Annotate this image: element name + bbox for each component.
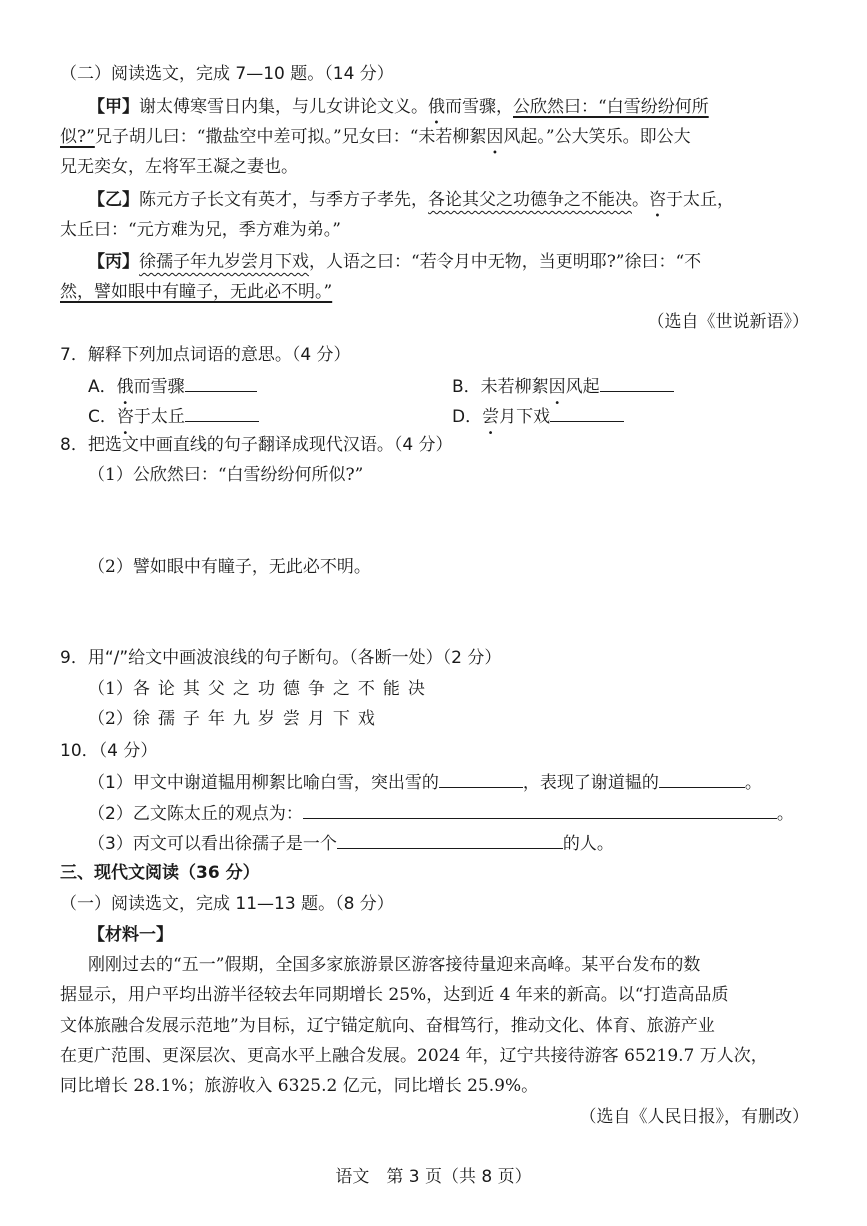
option-label: B．未若柳絮 bbox=[452, 377, 549, 397]
source-citation: （选自《人民日报》，有删改） bbox=[579, 1107, 809, 1127]
material-1-line: 刚刚过去的“五一”假期，全国多家旅游景区游客接待量迎来高峰。某平台发布的数 bbox=[88, 955, 701, 975]
passage-text: 风起。”公大笑乐。即公大 bbox=[503, 127, 691, 147]
option-text: 而雪骤 bbox=[133, 377, 185, 397]
item-text: （3）丙文可以看出徐孺子是一个 bbox=[88, 834, 337, 854]
item-text: ，表现了谢道韫的 bbox=[522, 773, 659, 793]
passage-yi-label: 【乙】 bbox=[88, 190, 139, 210]
option-text: 风起 bbox=[565, 377, 600, 397]
passage-bing-line-1 bbox=[88, 250, 701, 274]
dotted-word: 俄 bbox=[116, 377, 134, 397]
passage-jia-line-1 bbox=[88, 95, 709, 119]
passage-jia-line-3: 兄无奕女，左将军王凝之妻也。 bbox=[60, 157, 298, 177]
passage-text: 兄子胡儿曰：“撒盐空中差可拟。”兄女曰：“未若柳絮 bbox=[94, 127, 487, 147]
q7-option-b bbox=[452, 373, 674, 399]
item-text: 。 bbox=[776, 804, 794, 824]
material-1-label: 【材料一】 bbox=[88, 925, 173, 945]
q7-option-a bbox=[88, 373, 257, 399]
option-text: 于太丘 bbox=[133, 407, 185, 427]
passage-bing-label: 【丙】 bbox=[88, 252, 139, 272]
passage-jia-label: 【甲】 bbox=[88, 97, 139, 117]
passage-text: 于太丘， bbox=[666, 190, 734, 210]
answer-blank[interactable] bbox=[185, 403, 259, 422]
answer-blank[interactable] bbox=[185, 373, 257, 392]
passage-jia-line-2 bbox=[60, 125, 691, 149]
material-1-line: 文体旅融合发展示范地”为目标，辽宁锚定航向、奋楫笃行，推动文化、体育、旅游产业 bbox=[60, 1016, 715, 1036]
section-2-header: （二）阅读选文，完成 7—10 题。（14 分） bbox=[60, 64, 394, 84]
item-number: （2） bbox=[88, 709, 133, 729]
item-text: （1）甲文中谢道韫用柳絮比喻白雪，突出雪的 bbox=[88, 773, 439, 793]
option-label: A． bbox=[88, 377, 117, 397]
material-1-line: 据显示，用户平均出游半径较去年同期增长 25%，达到近 4 年来的新高。以“打造高品质 bbox=[60, 985, 729, 1005]
q10-item-2 bbox=[88, 800, 794, 826]
subsection-1-header: （一）阅读选文，完成 11—13 题。（8 分） bbox=[60, 894, 394, 914]
q10-item-3 bbox=[88, 830, 614, 856]
answer-blank[interactable] bbox=[550, 403, 624, 422]
question-9-stem: 9．用“/”给文中画波浪线的句子断句。（各断一处）（2 分） bbox=[60, 648, 502, 668]
sentence-to-punctuate[interactable]: 各论其父之功德争之不能决 bbox=[132, 679, 433, 699]
passage-yi-line-1 bbox=[88, 188, 734, 212]
answer-blank[interactable] bbox=[659, 769, 745, 788]
item-number: （1） bbox=[88, 679, 133, 699]
answer-blank[interactable] bbox=[600, 373, 674, 392]
item-text: 。 bbox=[744, 773, 762, 793]
passage-text: 谢太傅寒雪日内集，与儿女讲论文义。 bbox=[139, 97, 428, 117]
answer-blank[interactable] bbox=[439, 769, 523, 788]
underlined-sentence: 似?” bbox=[60, 127, 95, 147]
question-10-stem: 10．（4 分） bbox=[60, 741, 158, 761]
dotted-word: 因 bbox=[548, 377, 566, 397]
option-label: D． bbox=[452, 407, 483, 427]
section-3-header: 三、现代文阅读（36 分） bbox=[60, 863, 260, 883]
passage-text: ，人语之曰：“若令月中无物，当更明耶?”徐曰：“不 bbox=[309, 252, 702, 272]
sentence-to-punctuate[interactable]: 徐孺子年九岁尝月下戏 bbox=[132, 709, 383, 729]
option-text: 月下戏 bbox=[499, 407, 551, 427]
dotted-word: 咨 bbox=[649, 190, 666, 210]
passage-text: 而雪骤， bbox=[445, 97, 513, 117]
wavy-underlined-sentence: 徐孺子年九岁尝月下戏 bbox=[139, 252, 309, 272]
item-text: （2）乙文陈太丘的观点为： bbox=[88, 804, 303, 824]
underlined-sentence: 公欣然曰：“白雪纷纷何所 bbox=[513, 97, 709, 117]
passage-text: 陈元方子长文有英才，与季方子孝先， bbox=[139, 190, 428, 210]
passage-yi-line-2: 太丘曰：“元方难为兄，季方难为弟。” bbox=[60, 220, 341, 240]
wavy-underlined-sentence: 各论其父之功德争之不能决 bbox=[428, 190, 632, 210]
q9-sentence-2 bbox=[88, 707, 383, 731]
dotted-word: 尝 bbox=[482, 407, 500, 427]
q10-item-1 bbox=[88, 769, 762, 795]
answer-blank[interactable] bbox=[337, 830, 563, 849]
page-footer: 语文 第 3 页（共 8 页） bbox=[335, 1167, 532, 1187]
q8-sentence-1: （1）公欣然曰：“白雪纷纷何所似?” bbox=[88, 465, 364, 485]
q7-option-c bbox=[88, 403, 259, 429]
question-7-stem: 7．解释下列加点词语的意思。（4 分） bbox=[60, 345, 351, 365]
dotted-word: 咨 bbox=[116, 407, 134, 427]
q9-sentence-1 bbox=[88, 677, 433, 701]
answer-blank[interactable] bbox=[303, 800, 777, 819]
material-1-line: 同比增长 28.1%；旅游收入 6325.2 亿元，同比增长 25.9%。 bbox=[60, 1076, 539, 1096]
underlined-sentence: 然，譬如眼中有瞳子，无此必不明。” bbox=[60, 282, 333, 302]
material-1-line: 在更广范围、更深层次、更高水平上融合发展。2024 年，辽宁共接待游客 65219.7 万人次， bbox=[60, 1046, 768, 1066]
item-text: 的人。 bbox=[562, 834, 614, 854]
question-8-stem: 8．把选文中画直线的句子翻译成现代汉语。（4 分） bbox=[60, 435, 453, 455]
passage-text: 。 bbox=[632, 190, 649, 210]
dotted-word: 俄 bbox=[428, 97, 445, 117]
source-citation: （选自《世说新语》） bbox=[647, 312, 809, 332]
dotted-word: 因 bbox=[486, 127, 504, 147]
q7-option-d bbox=[452, 403, 624, 429]
q8-sentence-2: （2）譬如眼中有瞳子，无此必不明。 bbox=[88, 557, 371, 577]
passage-bing-line-2 bbox=[60, 280, 332, 304]
option-label: C． bbox=[88, 407, 117, 427]
